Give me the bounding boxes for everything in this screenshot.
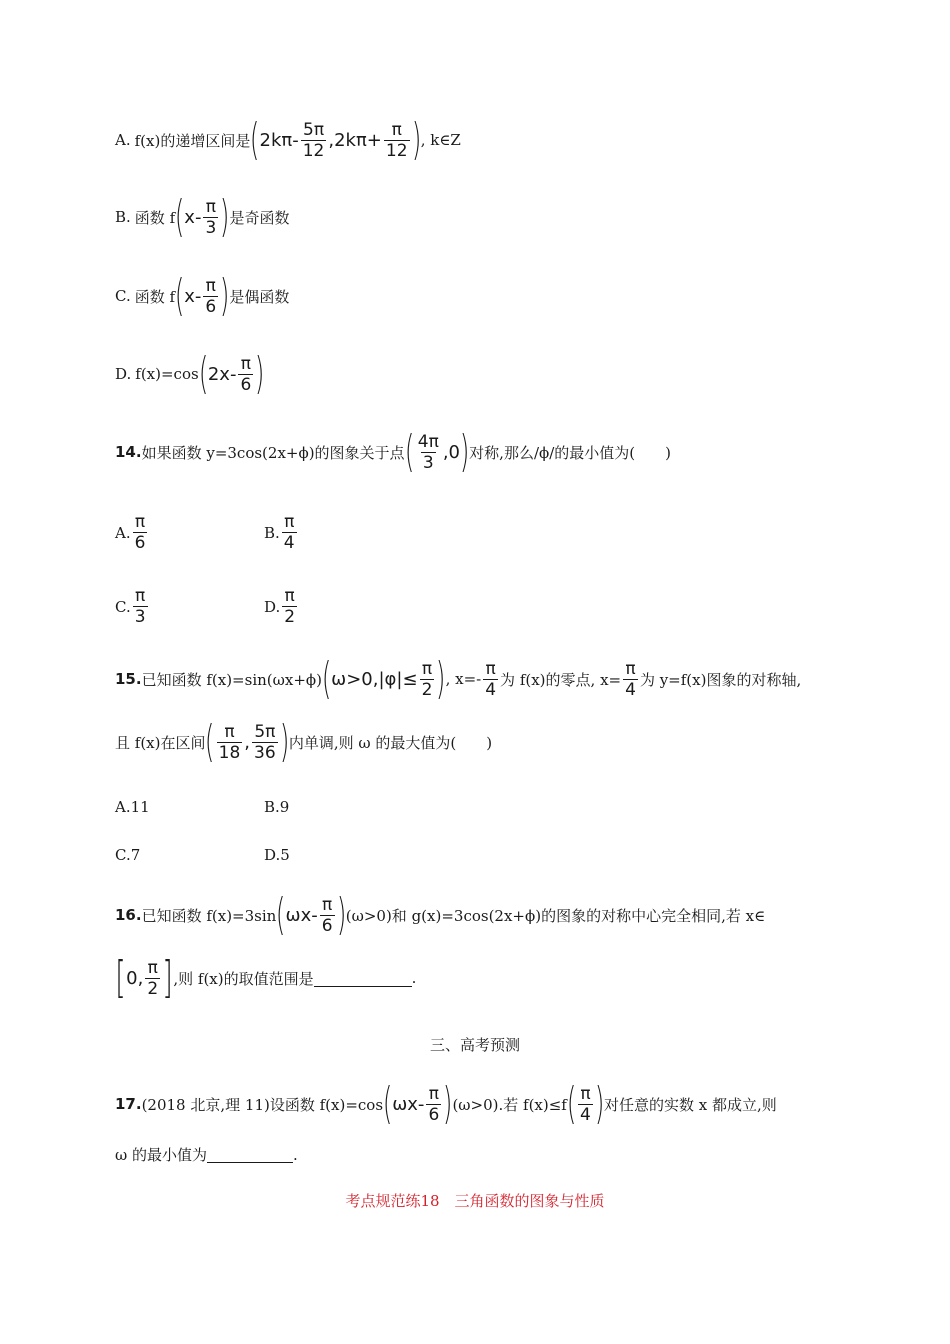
fraction	[145, 958, 160, 999]
question-15	[115, 653, 802, 704]
question-15-line2	[115, 716, 493, 767]
frac-num: 5π	[254, 721, 276, 742]
bracket-right: ]	[162, 952, 173, 1003]
frac-num: π	[205, 196, 216, 217]
frac-num: π	[625, 658, 636, 679]
frac-num: π	[391, 119, 402, 140]
frac-den: 2	[421, 679, 433, 700]
option-text: f(x)的递增区间是	[134, 131, 251, 150]
paren-right: )	[220, 270, 230, 321]
option-label: D.	[115, 365, 132, 383]
paren-left: (	[404, 426, 414, 477]
frac-num: π	[322, 894, 333, 915]
question-number: 17.	[115, 1095, 142, 1113]
frac-den: 3	[134, 607, 146, 627]
question-text: 对任意的实数 x 都成立,则	[604, 1095, 777, 1114]
frac-num: π	[205, 275, 216, 296]
option-text: 是偶函数	[229, 287, 290, 306]
option-14c	[115, 586, 150, 627]
fraction	[252, 722, 278, 763]
frac-num: π	[240, 353, 251, 374]
fraction	[301, 120, 327, 161]
question-14	[115, 426, 671, 477]
question-text: 对称,那么/ϕ/的最小值为( )	[469, 443, 671, 462]
option-text: 函数 f	[134, 287, 176, 306]
option-text: f(x)=cos	[135, 365, 199, 383]
fraction	[420, 659, 435, 700]
paren-left: (	[276, 889, 286, 940]
option-13d	[115, 348, 265, 399]
option-label: C.	[115, 597, 131, 616]
page-footer: 考点规范练18 三角函数的图象与性质	[345, 1192, 605, 1210]
paren-left: (	[174, 270, 185, 321]
bracket-left: [	[115, 952, 126, 1003]
question-text: (ω>0)和 g(x)=3cos(2x+ϕ)的图象的对称中心完全相同,若 x∈	[345, 906, 766, 925]
option-label: B.	[264, 523, 280, 542]
question-17-line2	[115, 1144, 298, 1165]
fraction	[203, 276, 218, 317]
frac-num: π	[224, 721, 235, 742]
math-expr: x-	[184, 206, 202, 228]
frac-num: π	[284, 586, 295, 606]
paren-right: )	[279, 716, 289, 767]
option-label: D.	[264, 597, 281, 616]
option-label: A.	[115, 523, 131, 542]
paren-left: (	[382, 1078, 393, 1129]
question-text: 为 y=f(x)图象的对称轴,	[639, 670, 802, 689]
answer-blank[interactable]	[207, 1146, 293, 1163]
frac-den: 18	[218, 742, 241, 763]
frac-den: 36	[254, 742, 276, 763]
math-expr: 2x-	[207, 363, 237, 385]
fraction	[282, 512, 297, 553]
fraction	[416, 432, 441, 473]
question-number: 14.	[115, 443, 142, 461]
option-15a: A.11	[115, 798, 150, 816]
answer-blank[interactable]	[314, 970, 412, 987]
frac-den: 4	[283, 533, 295, 553]
frac-den: 6	[134, 533, 146, 553]
paren-right: )	[436, 653, 446, 704]
paren-right: )	[459, 426, 470, 477]
question-text: 已知函数 f(x)=sin(ωx+ϕ)	[141, 670, 322, 689]
paren-right: )	[594, 1078, 605, 1129]
frac-num: π	[421, 658, 433, 679]
question-16	[115, 889, 766, 940]
option-13c	[115, 270, 290, 321]
frac-num: π	[147, 957, 158, 978]
question-text: (ω>0).若 f(x)≤f	[452, 1095, 567, 1114]
frac-den: 6	[205, 296, 217, 317]
option-label: C.	[115, 287, 131, 305]
frac-num: π	[485, 658, 496, 679]
option-text: 是奇函数	[229, 208, 290, 227]
frac-num: π	[580, 1083, 591, 1104]
math-expr: 0,	[126, 967, 144, 989]
section-title: 三、高考预测	[429, 1036, 520, 1054]
option-label: B.	[115, 208, 131, 226]
fraction	[133, 586, 148, 627]
frac-num: π	[284, 512, 295, 532]
option-15b: B.9	[264, 798, 290, 816]
question-text: 且 f(x)在区间	[115, 733, 206, 752]
option-text: 函数 f	[134, 208, 176, 227]
math-expr: x-	[184, 285, 202, 307]
fraction	[426, 1084, 441, 1125]
question-text: 为 f(x)的零点, x=	[500, 670, 622, 689]
question-text: 如果函数 y=3cos(2x+ϕ)的图象关于点	[141, 443, 405, 462]
frac-den: 6	[321, 915, 333, 936]
option-14b	[264, 512, 299, 553]
question-text: .	[411, 969, 417, 987]
fraction	[133, 512, 148, 553]
fraction	[578, 1084, 593, 1125]
paren-left: (	[321, 653, 332, 704]
question-text: 已知函数 f(x)=3sin	[141, 906, 277, 925]
frac-den: 12	[302, 140, 325, 161]
option-15d: D.5	[264, 846, 290, 864]
frac-den: 4	[485, 679, 497, 700]
paren-right: )	[255, 348, 265, 399]
paren-left: (	[174, 191, 185, 242]
frac-num: 5π	[303, 119, 325, 140]
frac-den: 3	[205, 217, 217, 238]
fraction	[203, 197, 218, 238]
question-17	[115, 1078, 777, 1129]
question-number: 15.	[115, 670, 142, 688]
question-16-line2	[115, 952, 417, 1003]
option-15c: C.7	[115, 846, 141, 864]
frac-den: 12	[385, 140, 408, 161]
paren-left: (	[250, 114, 260, 165]
paren-right: )	[443, 1078, 453, 1129]
math-expr: ωx-	[285, 904, 318, 926]
paren-right: )	[411, 114, 421, 165]
paren-left: (	[566, 1078, 577, 1129]
fraction	[217, 722, 243, 763]
question-text: , x=-	[445, 670, 482, 688]
question-text: ω 的最小值为	[115, 1146, 208, 1164]
option-label: A.	[115, 131, 131, 149]
fraction	[384, 120, 410, 161]
frac-den: 6	[428, 1104, 440, 1125]
frac-num: π	[135, 586, 146, 606]
frac-den: 2	[284, 607, 296, 627]
frac-den: 3	[422, 452, 434, 473]
math-expr: ,2kπ+	[328, 129, 382, 151]
question-text: .	[293, 1145, 298, 1164]
frac-den: 2	[147, 978, 159, 999]
frac-den: 4	[580, 1104, 591, 1125]
fraction	[483, 659, 498, 700]
option-13a	[115, 114, 461, 165]
option-13b	[115, 191, 290, 242]
math-expr: ,0	[442, 441, 460, 463]
math-expr: ,	[244, 731, 251, 753]
fraction	[282, 586, 297, 627]
math-expr: ωx-	[392, 1093, 425, 1115]
paren-left: (	[198, 348, 208, 399]
question-text: ,则 f(x)的取值范围是	[173, 969, 314, 988]
frac-num: π	[428, 1083, 439, 1104]
frac-den: 6	[240, 374, 252, 395]
question-text: (2018 北京,理 11)设函数 f(x)=cos	[141, 1095, 384, 1114]
frac-num: π	[134, 512, 146, 532]
option-14a	[115, 512, 149, 553]
paren-right: )	[336, 889, 346, 940]
fraction	[623, 659, 638, 700]
paren-right: )	[220, 191, 230, 242]
math-expr: 2kπ-	[259, 129, 299, 151]
paren-left: (	[205, 716, 215, 767]
fraction	[320, 895, 335, 936]
option-14d	[264, 586, 299, 627]
frac-num: 4π	[417, 431, 439, 452]
frac-den: 4	[625, 679, 636, 700]
option-text: , k∈Z	[420, 131, 461, 149]
question-number: 16.	[115, 906, 142, 924]
question-text: 内单调,则 ω 的最大值为( )	[288, 733, 493, 752]
math-expr: ω>0,|φ|≤	[331, 668, 418, 690]
fraction	[238, 354, 253, 395]
